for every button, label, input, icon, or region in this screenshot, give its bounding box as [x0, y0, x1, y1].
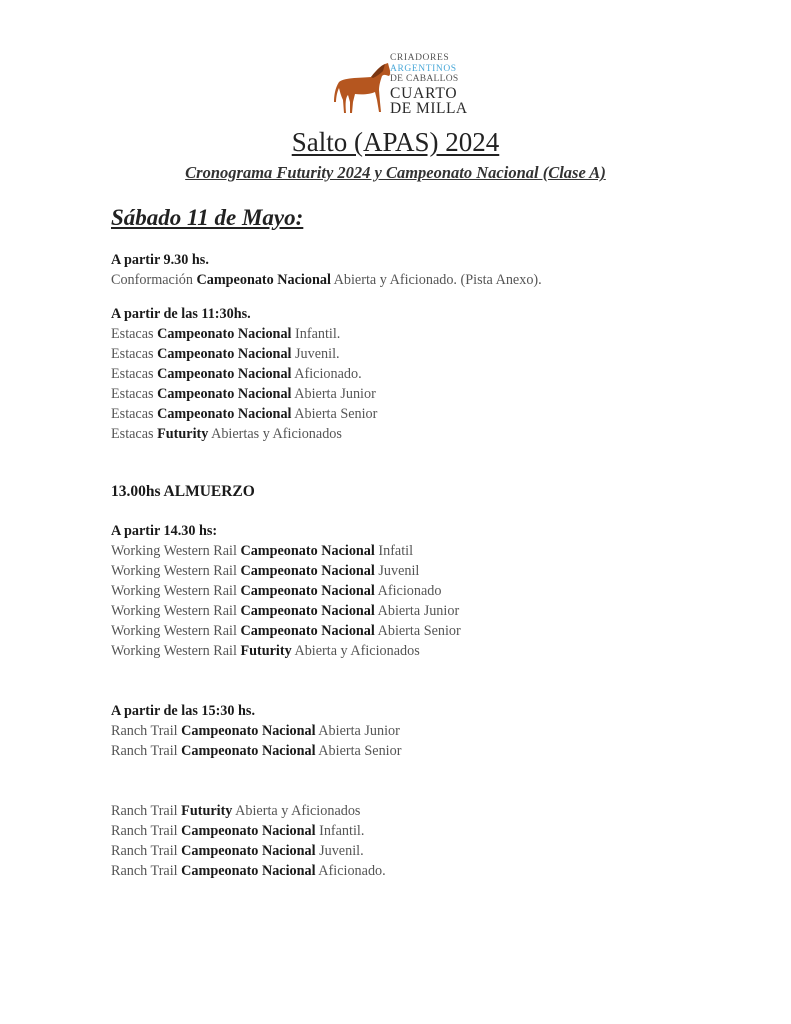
- page-subtitle: Cronograma Futurity 2024 y Campeonato Nacional (Clase A): [185, 163, 606, 182]
- schedule-line: Ranch Trail Campeonato Nacional Abierta Senior: [111, 743, 402, 759]
- logo-line-4: CUARTO: [390, 84, 458, 102]
- schedule-block: [111, 521, 461, 661]
- schedule-line: Estacas Campeonato Nacional Infantil.: [111, 326, 341, 342]
- logo: [333, 52, 493, 122]
- schedule-line: Estacas Campeonato Nacional Juvenil.: [111, 346, 340, 362]
- schedule-block: [111, 250, 542, 290]
- schedule-block: [111, 304, 377, 444]
- block-heading: A partir 14.30 hs:: [111, 523, 218, 539]
- block-heading: A partir de las 15:30 hs.: [111, 703, 255, 719]
- schedule-line: Ranch Trail Campeonato Nacional Infantil.: [111, 823, 365, 839]
- block-heading: A partir de las 11:30hs.: [111, 306, 251, 322]
- schedule-line: Working Western Rail Campeonato Nacional Abierta Senior: [111, 623, 461, 639]
- logo-line-2: ARGENTINOS: [390, 63, 457, 74]
- schedule-line: Working Western Rail Campeonato Nacional Aficionado: [111, 583, 442, 599]
- schedule-block: [111, 801, 386, 881]
- day-heading: Sábado 11 de Mayo:: [111, 205, 304, 230]
- schedule-line: Conformación Campeonato Nacional Abierta y Aficionado. (Pista Anexo).: [111, 272, 542, 288]
- schedule-line: Working Western Rail Futurity Abierta y Aficionados: [111, 643, 420, 659]
- logo-line-3: DE CABALLOS: [390, 74, 459, 84]
- block-heading: A partir 9.30 hs.: [111, 252, 209, 268]
- schedule-line: Ranch Trail Campeonato Nacional Abierta Junior: [111, 723, 400, 739]
- logo-line-5: DE MILLA: [390, 100, 468, 117]
- schedule-line: Working Western Rail Campeonato Nacional Juvenil: [111, 563, 420, 579]
- schedule-line: Ranch Trail Campeonato Nacional Juvenil.: [111, 843, 364, 859]
- schedule-line: Estacas Futurity Abiertas y Aficionados: [111, 426, 342, 442]
- schedule-line: Estacas Campeonato Nacional Aficionado.: [111, 366, 362, 382]
- schedule-block: [111, 701, 401, 761]
- horse-icon: [333, 62, 393, 116]
- schedule-line: Ranch Trail Campeonato Nacional Aficionado.: [111, 863, 386, 879]
- page-title: Salto (APAS) 2024: [291, 127, 500, 157]
- schedule-line: Ranch Trail Futurity Abierta y Aficionados: [111, 803, 361, 819]
- lunch-break: 13.00hs ALMUERZO: [111, 483, 255, 500]
- schedule-line: Estacas Campeonato Nacional Abierta Junior: [111, 386, 376, 402]
- schedule-line: Working Western Rail Campeonato Nacional Infatil: [111, 543, 414, 559]
- schedule-line: Working Western Rail Campeonato Nacional Abierta Junior: [111, 603, 460, 619]
- schedule-line: Estacas Campeonato Nacional Abierta Senior: [111, 406, 378, 422]
- logo-line-1: CRIADORES: [390, 53, 450, 63]
